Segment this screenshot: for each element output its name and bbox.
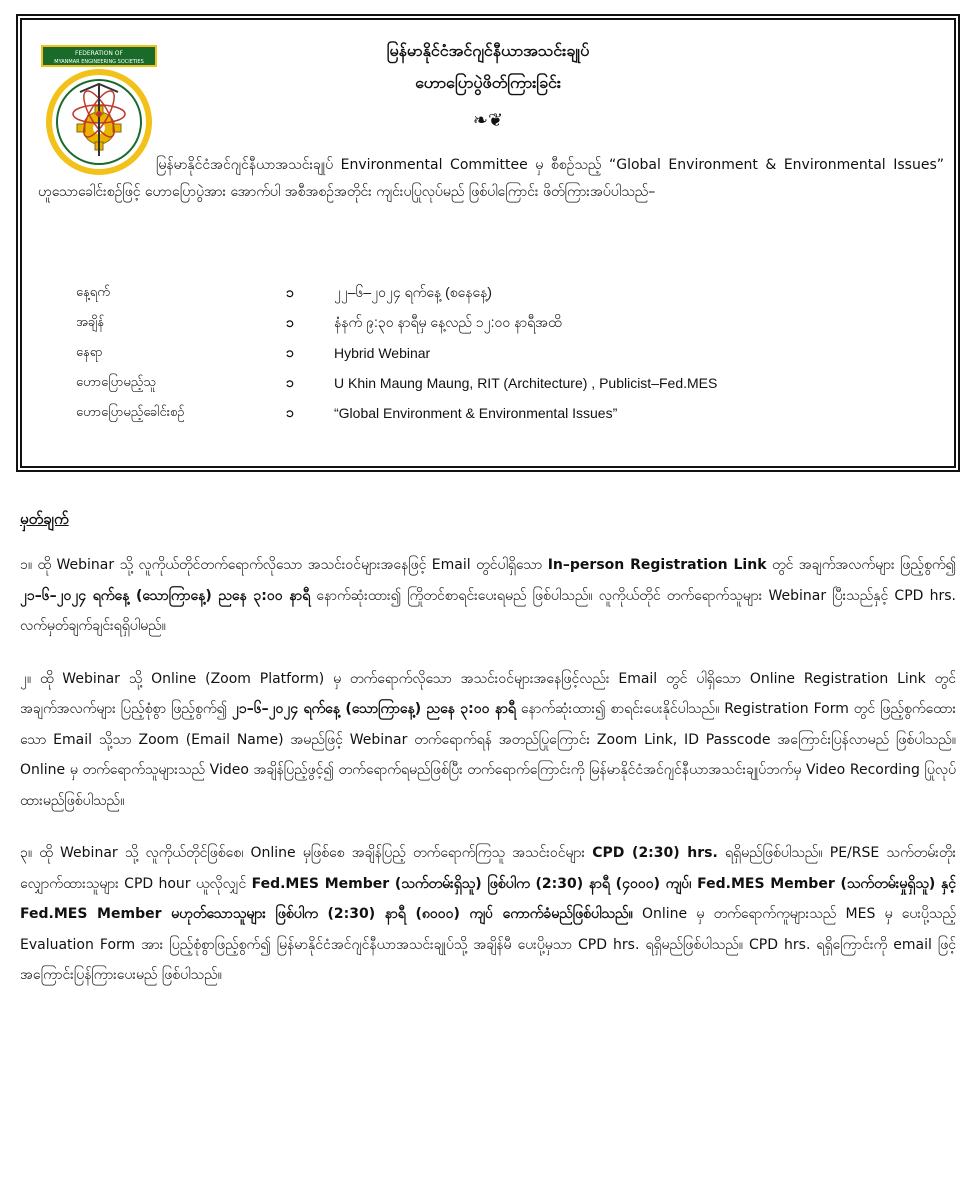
svg-text:MYANMAR ENGINEERING SOCIETIES: MYANMAR ENGINEERING SOCIETIES xyxy=(54,59,144,65)
detail-label: နေ့ရက် xyxy=(76,284,110,300)
announcement-frame xyxy=(16,14,960,472)
bold-text-run: Fed.MES Member (သက်တမ်းရှိသူ) ဖြစ်ပါက (2:30) နာရီ (၄၀၀၀) ကျပ်၊ Fed.MES Member (သက်တမ်းမှုရှိသူ) နှင့် Fed.MES Member မဟုတ်သောသူများ ဖြစ်ပါက (2:30) နာရီ (၈၀၀၀) ကျပ် ကောက်ခံမည်ဖြစ်ပါသည်။ xyxy=(20,875,956,922)
org-title: မြန်မာနိုင်ငံအင်ဂျင်နီယာအသင်းချုပ် xyxy=(386,41,590,60)
text-run: ၂။ ထို Webinar သို့ Online (Zoom Platform) မှ တက်ရောက်လိုသော အသင်းဝင်များအနေဖြင့်လည်း Email တွင် ပါရှိသော Online Registration Link တွင် အချက်အလက်များ ပြည့်စုံစွာ ဖြည့်စွက်၍ xyxy=(20,670,956,717)
detail-row-venue xyxy=(76,338,936,368)
ornament-divider: ❧❦ xyxy=(472,110,504,131)
intro-paragraph xyxy=(38,152,944,206)
text-run: နောက်ဆုံးထား၍ ကြိုတင်စာရင်းပေးရမည် ဖြစ်ပါသည်။ လူကိုယ်တိုင် တက်ရောက်သူများ Webinar ပြီးသည်နှင့် CPD hrs. လက်မှတ်ချက်ချင်းရရှိပါမည်။ xyxy=(20,587,956,634)
detail-label: အချိန် xyxy=(76,314,105,330)
detail-value: နံနက် ၉:၃၀ နာရီမှ နေ့လည် ၁၂:၀၀ နာရီအထိ xyxy=(334,313,562,330)
intro-text: မြန်မာနိုင်ငံအင်ဂျင်နီယာအသင်းချုပ် Environmental Committee မှ စီစဉ်သည့် “Global Environment & Environmental Issues” ဟူသောခေါင်းစဉ်ဖြင့် ဟောပြောပွဲအား အောက်ပါ အစီအစဉ်အတိုင်း ကျင်းပပြုလုပ်မည် ဖြစ်ပါကြောင်း ဖိတ်ကြားအပ်ပါသည်– xyxy=(38,157,944,200)
detail-value: Hybrid Webinar xyxy=(334,345,431,361)
detail-row-date xyxy=(76,278,936,308)
text-run: ၃။ ထို Webinar သို့ လူကိုယ်တိုင်ဖြစ်စေ၊ Online မှဖြစ်စေ အချိန်ပြည့် တက်ရောက်ကြသူ အသင်းဝင်များ xyxy=(20,845,593,861)
detail-label: ဟောပြောမည့်သူ xyxy=(76,374,156,390)
note-paragraph-2 xyxy=(20,664,956,817)
text-run: တွင် အချက်အလက်များ ဖြည့်စွက်၍ xyxy=(766,557,956,573)
text-run: ရရှိမည်ဖြစ်ပါသည်။ PE/RSE သက်တမ်းတိုးလျှောက်ထားသူများ CPD hour ယူလိုလျှင် xyxy=(20,845,957,892)
text-run: Online မှ တက်ရောက်ကူများသည် MES မှ ပေးပို့သည့် Evaluation Form အား ပြည့်စုံစွာဖြည့်စွက်၍ မြန်မာနိုင်ငံအင်ဂျင်နီယာအသင်းချုပ်သို့ အချိန်မီ ပေးပို့မှသာ CPD hrs. ရရှိမည်ဖြစ်ပါသည်။ CPD hrs. ရရှိကြောင်းကို email ဖြင့် အကြောင်းပြန်ကြားပေးမည် ဖြစ်ပါသည်။ xyxy=(20,906,956,983)
detail-row-topic xyxy=(76,398,936,428)
svg-text:FEDERATION OF: FEDERATION OF xyxy=(75,50,123,57)
notes-title: မှတ်ချက် xyxy=(20,510,69,528)
note-paragraph-3 xyxy=(20,838,956,991)
detail-separator: ၁ xyxy=(286,284,294,301)
event-details xyxy=(76,278,936,428)
detail-value: U Khin Maung Maung, RIT (Architecture) , Publicist–Fed.MES xyxy=(334,375,718,391)
detail-value: “Global Environment & Environmental Issues” xyxy=(334,405,618,421)
detail-separator: ၁ xyxy=(286,404,294,421)
text-run: ၁။ ထို Webinar သို့ လူကိုယ်တိုင်တက်ရောက်လိုသော အသင်းဝင်များအနေဖြင့် Email တွင်ပါရှိသော xyxy=(20,557,548,573)
text-run: နောက်ဆုံးထား၍ စာရင်းပေးနိုင်ပါသည်။ Registration Form တွင် ဖြည့်စွက်ထေားသော Email သို့သာ Zoom (Email Name) အမည်ဖြင့် Webinar တက်ရောက်ရန် အတည်ပြုကြောင်း Zoom Link, ID Passcode အကြောင်းပြန်လာမည် ဖြစ်ပါသည်။ Online မှ တက်ရောက်သူများသည် Video အချိန်ပြည့်ဖွင့်၍ တက်ရောက်ရမည်ဖြစ်ပြီး တက်ရောက်ကြောင်းကို မြန်မာနိုင်ငံအင်ဂျင်နီယာအသင်းချုပ်ဘက်မှ Video Recording ပြုလုပ်ထားမည်ဖြစ်ပါသည်။ xyxy=(20,701,957,809)
detail-separator: ၁ xyxy=(286,374,294,391)
detail-label: ဟောပြောမည့်ခေါင်းစဉ် xyxy=(76,404,185,420)
bold-text-run: CPD (2:30) hrs. xyxy=(592,845,718,861)
note-paragraph-1 xyxy=(20,550,956,642)
bold-text-run: ၂၁–၆–၂၀၂၄ ရက်နေ့ (သောကြာနေ့) ညနေ ၃:၀၀ နာရီ xyxy=(231,701,516,717)
detail-row-speaker xyxy=(76,368,936,398)
notes-section xyxy=(20,510,956,1013)
announcement-title: ဟောပြောပွဲဖိတ်ကြားခြင်း xyxy=(415,73,561,92)
detail-label: နေရာ xyxy=(76,344,103,360)
detail-value: ၂၂–၆–၂၀၂၄ ရက်နေ့ (စနေနေ့) xyxy=(334,283,492,300)
detail-separator: ၁ xyxy=(286,344,294,361)
detail-separator: ၁ xyxy=(286,314,294,331)
bold-text-run: In–person Registration Link xyxy=(547,557,767,573)
detail-row-time xyxy=(76,308,936,338)
bold-text-run: ၂၁–၆–၂၀၂၄ ရက်နေ့ (သောကြာနေ့) ညနေ ၃:၀၀ နာရီ xyxy=(20,587,311,604)
